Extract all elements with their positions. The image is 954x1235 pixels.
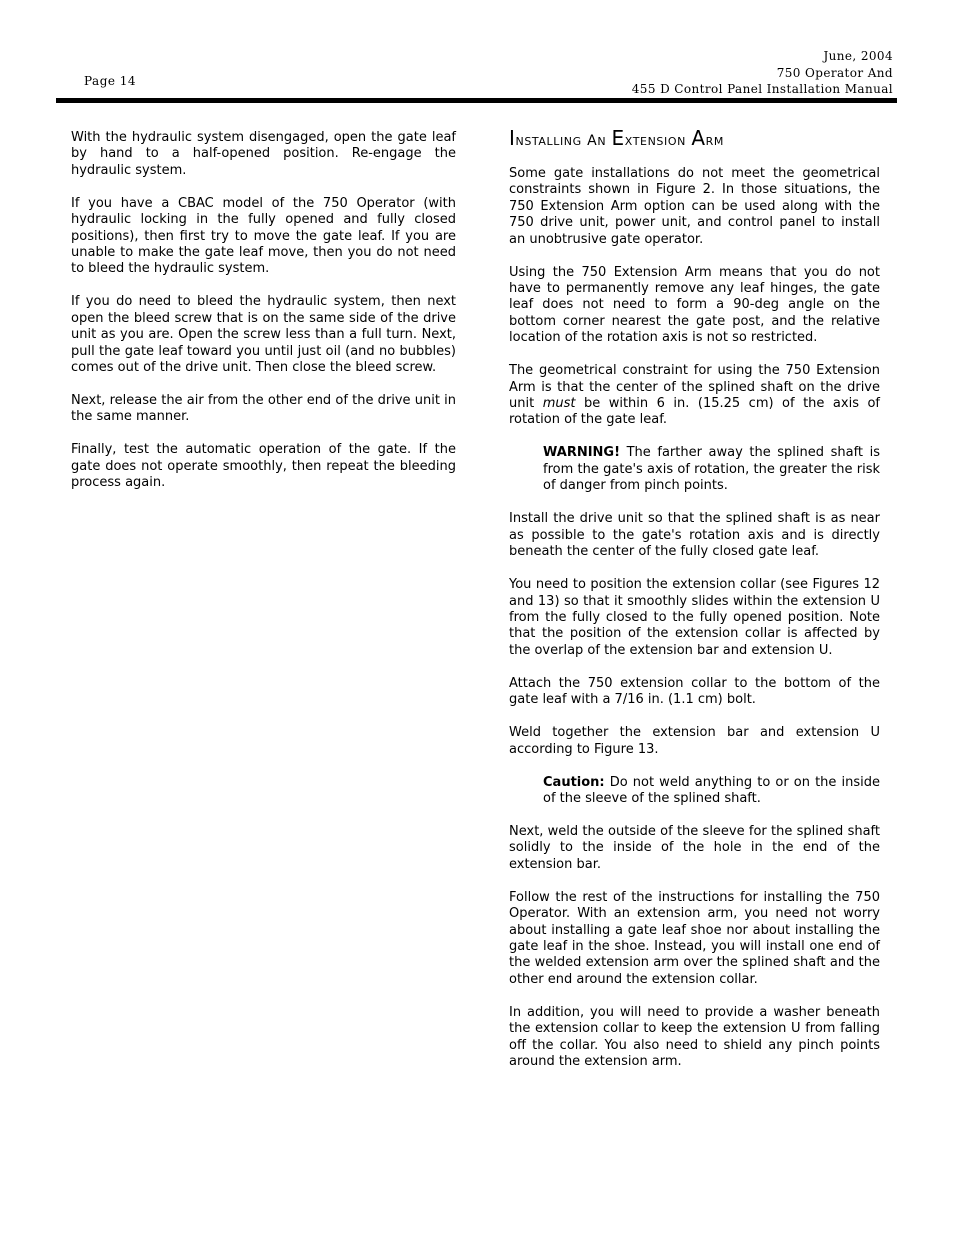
right-column [509, 126, 880, 1087]
paragraph: Some gate installations do not meet the geometrical constraints shown in Figure 2. In those situations, the 750 Extension Arm option can be used along with the 750 drive unit, power unit, and control panel to install an unobtrusive gate operator. [509, 166, 880, 247]
caution-label: Caution: [543, 774, 605, 790]
paragraph: If you do need to bleed the hydraulic system, then next open the bleed screw that is on the same side of the drive unit as you are. Open the screw less than a full turn. Next, pull the gate leaf toward you until just oil (and no bubbles) comes out of the drive unit. Then close the bleed screw. [71, 294, 456, 376]
warning-label: WARNING! [543, 445, 621, 461]
paragraph: With the hydraulic system disengaged, open the gate leaf by hand to a half-opened position. Re-engage the hydraulic system. [71, 130, 456, 178]
paragraph: Install the drive unit so that the splined shaft is as near as possible to the gate's rotation axis and is directly beneath the center of the fully closed gate leaf. [509, 511, 880, 560]
paragraph: In addition, you will need to provide a washer beneath the extension collar to keep the extension U from falling off the collar. You also need to shield any pinch points around the extension arm. [509, 1004, 880, 1069]
paragraph: Follow the rest of the instructions for installing the 750 Operator. With an extension arm, you need not worry about installing a gate leaf shoe nor about installing the gate leaf in the shoe. Instead, you will install one end of the welded extension arm over the splined shaft and the other end around the extension collar. [509, 889, 880, 987]
text-run: be within 6 in. (15.25 cm) of the axis of rotation of the gate leaf. [509, 396, 880, 428]
emphasis: must [542, 396, 576, 412]
paragraph: Finally, test the automatic operation of the gate. If the gate does not operate smoothly, then repeat the bleeding process again. [71, 442, 456, 491]
caution-text: Do not weld anything to or on the inside of the sleeve of the splined shaft. [543, 774, 880, 806]
paragraph: Next, weld the outside of the sleeve for the splined shaft solidly to the inside of the hole in the end of the extension bar. [509, 823, 880, 872]
paragraph: Attach the 750 extension collar to the bottom of the gate leaf with a 7/16 in. (1.1 cm) bolt. [509, 675, 880, 708]
caution-note [543, 775, 880, 808]
paragraph: If you have a CBAC model of the 750 Operator (with hydraulic locking in the fully opened and fully closed positions), then first try to move the gate leaf. If you are unable to make the gate leaf move, then you do not need to bleed the hydraulic system. [71, 195, 456, 277]
header-title-line-1: 750 Operator And [776, 65, 893, 80]
paragraph: Weld together the extension bar and extension U according to Figure 13. [509, 725, 880, 757]
text-run: The geometrical constraint for using the 750 Extension Arm is that the center of the splined shaft on the drive unit [509, 363, 880, 412]
section-heading-text: Installing an Extension Arm [509, 126, 724, 150]
section-heading [509, 127, 880, 151]
page-number: Page 14 [84, 74, 137, 88]
paragraph [509, 363, 880, 429]
warning-text: The farther away the splined shaft is from the gate's axis of rotation, the greater the risk of danger from pinch points. [543, 445, 880, 494]
header-title-line-2: 455 D Control Panel Installation Manual [631, 82, 893, 96]
header-rule [56, 98, 897, 103]
warning-note [543, 445, 880, 494]
left-column [71, 130, 456, 508]
paragraph: You need to position the extension collar (see Figures 12 and 13) so that it smoothly slides within the extension U from the fully closed to the fully opened position. Note that the position of the extension collar is affected by the overlap of the extension bar and extension U. [509, 577, 880, 658]
paragraph: Using the 750 Extension Arm means that you do not have to permanently remove any leaf hinges, the gate leaf does not need to form a 90-deg angle on the bottom corner nearest the gate post, and the relative location of the rotation axis is not so restricted. [509, 264, 880, 346]
document-header [632, 48, 893, 98]
paragraph: Next, release the air from the other end of the drive unit in the same manner. [71, 393, 456, 425]
header-date: June, 2004 [823, 49, 893, 63]
